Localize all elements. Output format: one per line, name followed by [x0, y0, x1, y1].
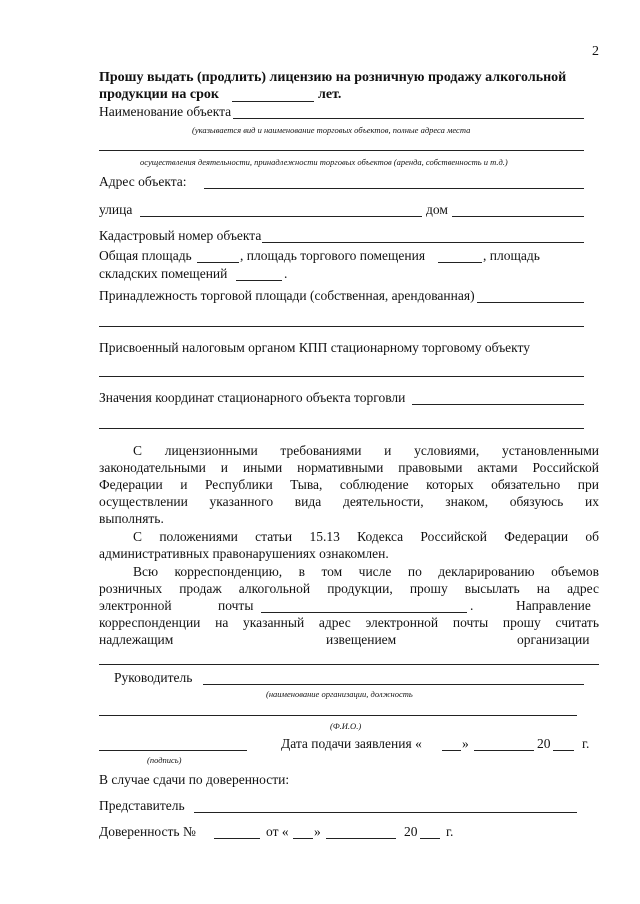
email-word-1: электронной — [99, 598, 172, 613]
proxy-day-field[interactable] — [293, 838, 313, 839]
page-number: 2 — [592, 44, 599, 59]
date-month-field[interactable] — [474, 750, 534, 751]
p1-line-4: осуществлении указанного вида деятельности, знаком, обязуюсь их — [99, 494, 599, 509]
proxy-year-suffix: г. — [446, 824, 454, 839]
coords-label: Значения координат стационарного объекта торговли — [99, 390, 406, 405]
email-end: . — [470, 598, 474, 613]
p3-line-1: Всю корреспонденцию, в том числе по декларированию объемов — [133, 564, 599, 579]
kpp-label: Присвоенный налоговым органом КПП стационарному торговому объекту — [99, 340, 531, 355]
coords-field[interactable] — [412, 404, 584, 405]
proxy-heading: В случае сдачи по доверенности: — [99, 772, 290, 787]
ownership-label: Принадлежность торговой площади (собственная, арендованная) — [99, 288, 475, 303]
email-word-2: почты — [218, 598, 254, 613]
kpp-field[interactable] — [99, 376, 584, 377]
header-line-2a: продукции на срок — [99, 87, 219, 102]
date-quote: » — [462, 736, 469, 751]
p3-line-4: корреспонденции на указанный адрес электронной почты прошу считать — [99, 615, 599, 630]
p3-line-5-w2: извещением — [326, 632, 397, 647]
direction-word: Направление — [516, 598, 591, 613]
area-total-field[interactable] — [197, 262, 239, 263]
proxy-from-label: от « — [266, 824, 289, 839]
p2-line-1: С положениями статьи 15.13 Кодекса Российской Федерации об — [133, 529, 599, 544]
head-label: Руководитель — [114, 670, 193, 685]
p1-line-2: законодательными и иными нормативными правовыми актами Российской — [99, 460, 599, 475]
object-hint-2: осуществления деятельности, принадлежности торговых объектов (аренда, собственность и т.д.) — [140, 157, 508, 167]
coords-field-2[interactable] — [99, 428, 584, 429]
date-year-prefix: 20 — [537, 736, 551, 751]
proxy-year-field[interactable] — [420, 838, 440, 839]
signature-hint: (подпись) — [147, 755, 182, 765]
ownership-field-2[interactable] — [99, 326, 584, 327]
p3-line-5-w1: надлежащим — [99, 632, 174, 647]
area-storage-end: . — [284, 266, 288, 281]
term-field[interactable] — [232, 101, 314, 102]
date-year-suffix: г. — [582, 736, 590, 751]
date-label: Дата подачи заявления « — [281, 736, 422, 751]
street-label: улица — [99, 202, 133, 217]
area-total-label: Общая площадь — [99, 248, 192, 263]
proxy-number-field[interactable] — [214, 838, 260, 839]
representative-field[interactable] — [194, 812, 577, 813]
p2-line-2: административных правонарушениях ознакомлен. — [99, 546, 389, 561]
street-field[interactable] — [140, 216, 422, 217]
house-label: дом — [426, 202, 448, 217]
head-field[interactable] — [203, 684, 584, 685]
p1-line-1: С лицензионными требованиями и условиями, установленными — [133, 443, 599, 458]
proxy-doc-label: Доверенность № — [99, 824, 196, 839]
object-hint-1: (указывается вид и наименование торговых объектов, полные адреса места — [192, 125, 471, 135]
organization-field[interactable] — [99, 664, 599, 665]
area-storage-field[interactable] — [236, 280, 282, 281]
date-year-field[interactable] — [553, 750, 574, 751]
head-hint: (наименование организации, должность — [266, 689, 413, 699]
proxy-year-prefix: 20 — [404, 824, 418, 839]
address-field[interactable] — [204, 188, 584, 189]
p3-line-2: розничных продаж алкогольной продукции, прошу высылать на адрес — [99, 581, 599, 596]
object-name-field-2[interactable] — [99, 150, 584, 151]
cadastral-label: Кадастровый номер объекта — [99, 228, 262, 243]
area-storage-label-1: , площадь — [483, 248, 540, 263]
proxy-month-field[interactable] — [326, 838, 396, 839]
p3-line-5-w3: организации — [517, 632, 590, 647]
object-name-label: Наименование объекта — [99, 104, 232, 119]
p1-line-3: Федерации и Республики Тыва, соблюдение которых обязательно при — [99, 477, 599, 492]
signature-field[interactable] — [99, 750, 247, 751]
fio-field[interactable] — [99, 715, 577, 716]
email-field[interactable] — [261, 612, 467, 613]
cadastral-field[interactable] — [262, 242, 584, 243]
representative-label: Представитель — [99, 798, 185, 813]
address-label: Адрес объекта: — [99, 174, 187, 189]
date-day-field[interactable] — [442, 750, 461, 751]
area-storage-label-2: складских помещений — [99, 266, 228, 281]
house-field[interactable] — [452, 216, 584, 217]
header-line-2b: лет. — [318, 87, 342, 102]
p1-line-5: выполнять. — [99, 511, 164, 526]
ownership-field[interactable] — [477, 302, 584, 303]
area-trade-label: , площадь торгового помещения — [240, 248, 426, 263]
object-name-field[interactable] — [233, 118, 584, 119]
fio-hint: (Ф.И.О.) — [330, 721, 362, 731]
proxy-quote: » — [314, 824, 321, 839]
header-line-1: Прошу выдать (продлить) лицензию на розничную продажу алкогольной — [99, 70, 567, 85]
area-trade-field[interactable] — [438, 262, 482, 263]
